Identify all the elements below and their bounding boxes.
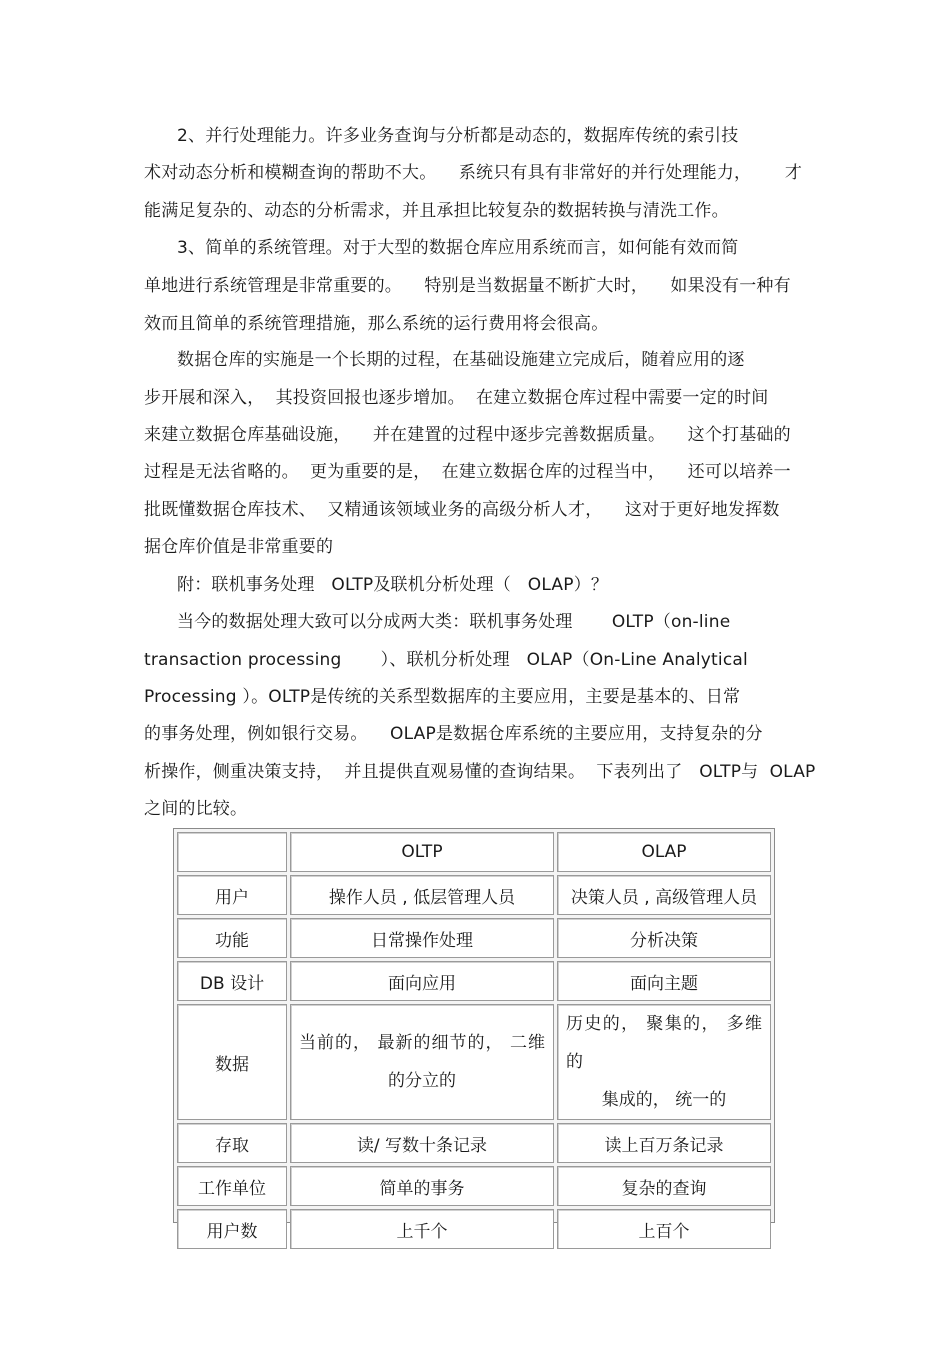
table-row	[177, 1209, 771, 1249]
oltp-cell: 操作人员 , 低层管理人员	[290, 875, 554, 915]
oltp-cell: 面向应用	[290, 961, 554, 1001]
olap-cell-line: 集成的， 统一的	[601, 1090, 727, 1110]
paragraph-line: 附：联机事务处理 OLTP及联机分析处理（ OLAP）？	[177, 575, 609, 595]
paragraph-line: 来建立数据仓库基础设施， 并在建置的过程中逐步完善数据质量。 这个打基础的	[144, 425, 791, 445]
paragraph-line: 过程是无法省略的。 更为重要的是， 在建立数据仓库的过程当中， 还可以培养一	[144, 462, 791, 482]
row-label: 用户	[177, 875, 287, 915]
oltp-cell-line: 的分立的	[388, 1071, 456, 1091]
paragraph-line: 效而且简单的系统管理措施，那么系统的运行费用将会很高。	[144, 314, 609, 334]
paragraph-line: 2、并行处理能力。许多业务查询与分析都是动态的，数据库传统的索引技	[177, 126, 739, 146]
oltp-cell: 读/ 写数十条记录	[290, 1123, 554, 1163]
row-label: 功能	[177, 918, 287, 958]
olap-cell-line: 历史的， 聚集的， 多维的	[566, 1014, 762, 1072]
row-label: 存取	[177, 1123, 287, 1163]
olap-cell: 面向主题	[557, 961, 771, 1001]
header-cell-empty	[177, 832, 287, 872]
paragraph-line: 数据仓库的实施是一个长期的过程，在基础设施建立完成后，随着应用的逐	[177, 350, 745, 370]
olap-cell: 决策人员 , 高级管理人员	[557, 875, 771, 915]
paragraph-line: transaction processing ）、联机分析处理 OLAP（On-Line Analytical	[144, 650, 748, 670]
olap-cell: 复杂的查询	[557, 1166, 771, 1206]
olap-cell: 分析决策	[557, 918, 771, 958]
paragraph-line: Processing ）。OLTP是传统的关系型数据库的主要应用，主要是基本的、日常	[144, 687, 741, 707]
oltp-cell: 上千个	[290, 1209, 554, 1249]
table-row	[177, 1004, 771, 1120]
header-cell-oltp: OLTP	[290, 832, 554, 872]
comparison-table	[173, 828, 775, 1242]
table-row	[177, 1166, 771, 1206]
paragraph-line: 术对动态分析和模糊查询的帮助不大。 系统只有具有非常好的并行处理能力， 才	[144, 163, 803, 183]
table-header-row	[177, 832, 771, 872]
paragraph-line: 3、简单的系统管理。对于大型的数据仓库应用系统而言，如何能有效而简	[177, 238, 739, 258]
paragraph-line: 批既懂数据仓库技术、 又精通该领域业务的高级分析人才， 这对于更好地发挥数	[144, 500, 780, 520]
olap-cell: 读上百万条记录	[557, 1123, 771, 1163]
olap-cell	[557, 1004, 771, 1120]
row-label: 数据	[177, 1004, 287, 1120]
paragraph-line: 据仓库价值是非常重要的	[144, 537, 334, 557]
oltp-cell-line: 当前的， 最新的细节的， 二维	[299, 1033, 545, 1053]
paragraph-line: 当今的数据处理大致可以分成两大类：联机事务处理 OLTP（on-line	[177, 612, 731, 632]
row-label: 工作单位	[177, 1166, 287, 1206]
table-row	[177, 1123, 771, 1163]
paragraph-line: 步开展和深入， 其投资回报也逐步增加。 在建立数据仓库过程中需要一定的时间	[144, 388, 769, 408]
paragraph-line: 析操作，侧重决策支持， 并且提供直观易懂的查询结果。 下表列出了 OLTP与 OLAP	[144, 762, 816, 782]
oltp-cell: 简单的事务	[290, 1166, 554, 1206]
table-row	[177, 875, 771, 915]
paragraph-line: 之间的比较。	[144, 799, 248, 819]
paragraph-line: 单地进行系统管理是非常重要的。 特别是当数据量不断扩大时， 如果没有一种有	[144, 276, 791, 296]
oltp-cell: 日常操作处理	[290, 918, 554, 958]
table-row	[177, 918, 771, 958]
paragraph-line: 的事务处理，例如银行交易。 OLAP是数据仓库系统的主要应用，支持复杂的分	[144, 724, 763, 744]
oltp-cell	[290, 1004, 554, 1120]
paragraph-line: 能满足复杂的、动态的分析需求，并且承担比较复杂的数据转换与清洗工作。	[144, 201, 729, 221]
row-label: DB 设计	[177, 961, 287, 1001]
row-label: 用户数	[177, 1209, 287, 1249]
table-row	[177, 961, 771, 1001]
header-cell-olap: OLAP	[557, 832, 771, 872]
olap-cell: 上百个	[557, 1209, 771, 1249]
